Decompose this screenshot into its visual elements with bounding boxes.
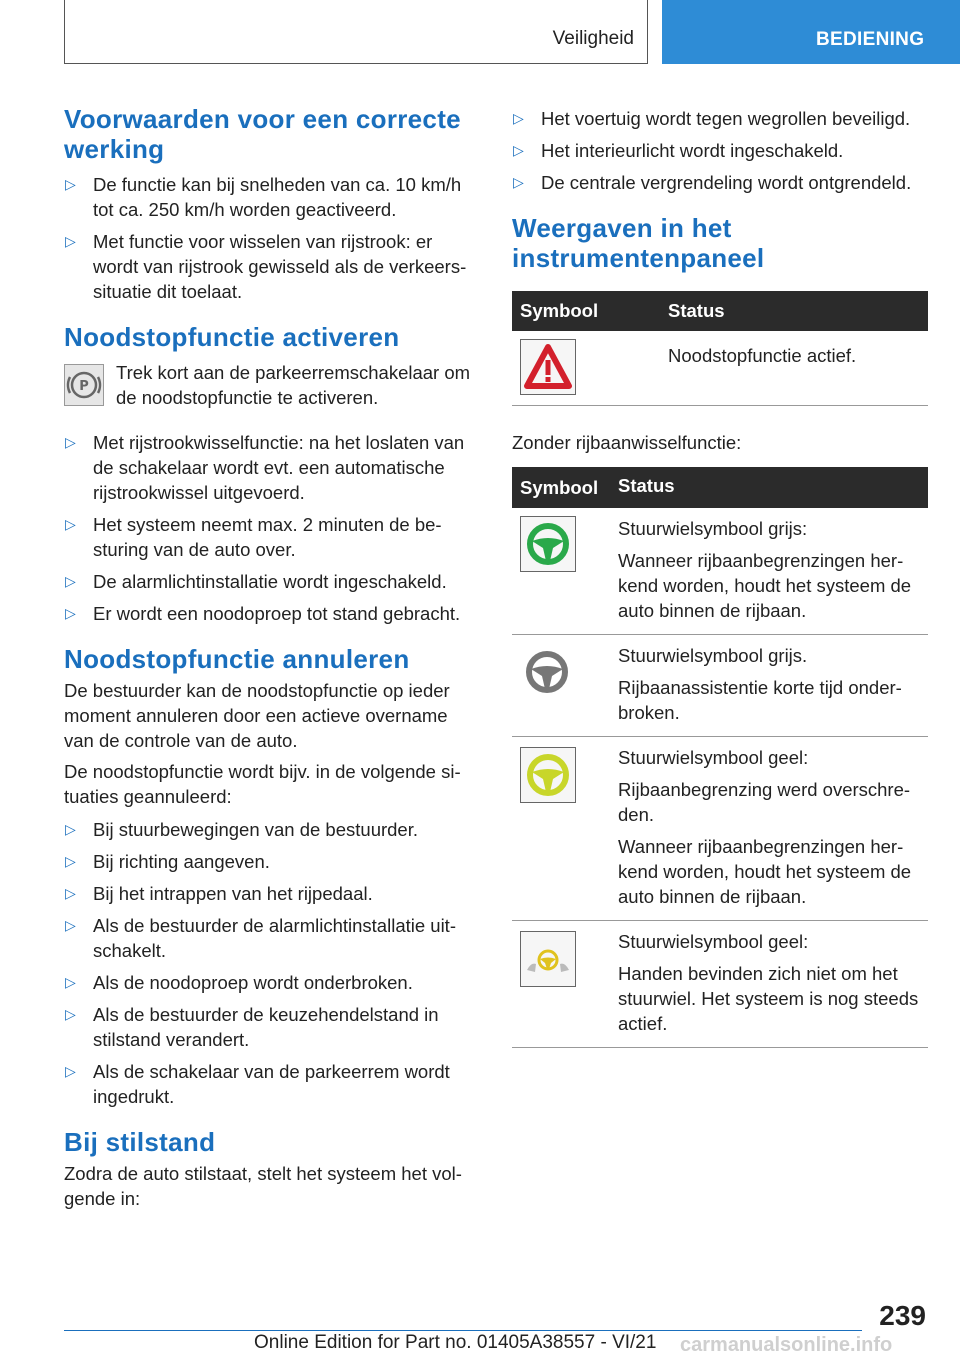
bullets-activeren — [64, 430, 478, 626]
status-text: Stuurwielsymbool grijs: — [618, 518, 808, 539]
heading-stilstand: Bij stilstand — [64, 1127, 216, 1157]
status-text: Noodstopfunctie actief. — [668, 345, 857, 366]
bullet-icon: ▷ — [65, 573, 76, 589]
bullets-stilstand — [512, 106, 928, 195]
list-item: ▷ Met rijstrookwisselfunctie: na het loslaten van de schakelaar wordt evt. een automatische rijstrookwissel uitgevoerd. — [65, 432, 465, 503]
table-label: Zonder rijbaanwisselfunctie: — [512, 432, 742, 453]
parking-brake-icon — [64, 364, 104, 406]
bullet-icon: ▷ — [65, 516, 76, 532]
bullet-icon: ▷ — [513, 174, 524, 190]
bullet-icon: ▷ — [513, 142, 524, 158]
bullet-icon: ▷ — [65, 1063, 76, 1079]
list-item: ▷ Het systeem neemt max. 2 minuten de besturing van de auto over. — [65, 514, 442, 560]
list-item: ▷ Bij stuurbewegingen van de bestuurder. — [65, 819, 418, 840]
col-symbool: Symbool — [512, 291, 660, 331]
bullets-voorwaarden — [64, 172, 478, 304]
list-item: ▷ De functie kan bij snelheden van ca. 10 km/h tot ca. 250 km/h worden geactiveerd. — [65, 174, 462, 220]
right-column — [512, 106, 928, 1048]
bullet-icon: ▷ — [513, 110, 524, 126]
table-row — [512, 508, 928, 635]
list-item: ▷ Als de noodoproep wordt onderbroken. — [65, 972, 413, 993]
bullet-icon: ▷ — [65, 974, 76, 990]
status-text: Stuurwielsymbool grijs. — [618, 645, 808, 666]
bullet-icon: ▷ — [65, 917, 76, 933]
heading-annuleren: Noodstopfunctie annuleren — [64, 644, 410, 674]
left-column — [64, 100, 478, 1211]
list-item: ▷ Het interieurlicht wordt ingeschakeld. — [513, 140, 844, 161]
status-text: Handen bevinden zich niet om het stuurwiel. Het systeem is nog steeds actief. — [618, 963, 919, 1034]
page-number: 239 — [879, 1300, 926, 1331]
list-item: ▷ Met functie voor wisselen van rijstrook: er wordt van rijstrook gewisseld als de verkeerssituatie dit toelaat. — [65, 231, 467, 302]
heading-weergaven: Weergaven in het instrumentenpaneel — [512, 213, 765, 273]
bullet-icon: ▷ — [65, 1006, 76, 1022]
bullet-icon: ▷ — [65, 821, 76, 837]
status-text: Stuurwielsymbool geel: — [618, 747, 809, 768]
paragraph: De bestuurder kan de noodstopfunctie op ieder moment annuleren door een actieve overname van de controle van de auto. — [64, 680, 450, 751]
list-item: ▷ Er wordt een noodoproep tot stand gebracht. — [65, 603, 461, 624]
status-text: Rijbaanbegrenzing werd overschreden. — [618, 779, 911, 825]
bullet-icon: ▷ — [65, 434, 76, 450]
list-item: ▷ Als de schakelaar van de parkeerrem wordt ingedrukt. — [65, 1061, 450, 1107]
parking-brake-text: Trek kort aan de parkeerremschakelaar om de noodstopfunctie te activeren. — [116, 362, 471, 408]
list-item: ▷ Bij richting aangeven. — [65, 851, 270, 872]
bullet-icon: ▷ — [65, 605, 76, 621]
steering-wheel-yellow-icon — [520, 747, 576, 803]
bullets-annuleren — [64, 817, 478, 1109]
list-item: ▷ Als de bestuurder de keuzehendelstand in stilstand verandert. — [65, 1004, 439, 1050]
table-row — [512, 635, 928, 737]
table-row — [512, 921, 928, 1048]
list-item: ▷ Het voertuig wordt tegen wegrollen beveiligd. — [513, 108, 911, 129]
col-symbool: Symbool — [512, 467, 610, 508]
paragraph: Zodra de auto stilstaat, stelt het systeem het volgende in: — [64, 1163, 462, 1209]
watermark: carmanualsonline.info — [680, 1334, 893, 1356]
parking-brake-instruction — [64, 360, 478, 420]
status-table-1 — [512, 291, 928, 406]
footer-edition: Online Edition for Part no. 01405A38557 - VI/21 — [254, 1332, 657, 1353]
steering-wheel-green-icon — [520, 516, 576, 572]
steering-wheel-grey-icon — [520, 645, 574, 699]
status-text: Wanneer rijbaanbegrenzingen herkend worden, houdt het systeem de auto binnen de rijbaan. — [618, 836, 912, 907]
bullet-icon: ▷ — [65, 853, 76, 869]
col-status: Status — [660, 291, 928, 331]
heading-voorwaarden: Voorwaarden voor een correcte werking — [64, 104, 461, 164]
table-row — [512, 331, 928, 406]
bullet-icon: ▷ — [65, 885, 76, 901]
header-tab[interactable] — [662, 0, 960, 64]
col-status: Status — [610, 467, 928, 508]
status-text: Wanneer rijbaanbegrenzingen herkend worden, houdt het systeem de auto binnen de rijbaan. — [618, 550, 912, 621]
hands-off-wheel-icon — [520, 931, 576, 987]
header-section: Veiligheid — [552, 28, 634, 49]
table-row — [512, 737, 928, 921]
footer-divider — [64, 1330, 862, 1331]
list-item: ▷ De alarmlichtinstallatie wordt ingeschakeld. — [65, 571, 447, 592]
status-text: Stuurwielsymbool geel: — [618, 931, 809, 952]
list-item: ▷ Bij het intrappen van het rijpedaal. — [65, 883, 373, 904]
bullet-icon: ▷ — [65, 176, 76, 192]
status-table-2 — [512, 467, 928, 1048]
header-tab-label: BEDIENING — [816, 29, 925, 50]
heading-activeren: Noodstopfunctie activeren — [64, 322, 400, 352]
list-item: ▷ Als de bestuurder de alarmlichtinstallatie uitschakelt. — [65, 915, 456, 961]
warning-triangle-icon — [520, 339, 576, 395]
list-item: ▷ De centrale vergrendeling wordt ontgrendeld. — [513, 172, 912, 193]
paragraph: De noodstopfunctie wordt bijv. in de volgende situaties geannuleerd: — [64, 761, 461, 807]
bullet-icon: ▷ — [65, 233, 76, 249]
status-text: Rijbaanassistentie korte tijd onderbroken. — [618, 677, 902, 723]
svg-text:P: P — [79, 379, 89, 394]
